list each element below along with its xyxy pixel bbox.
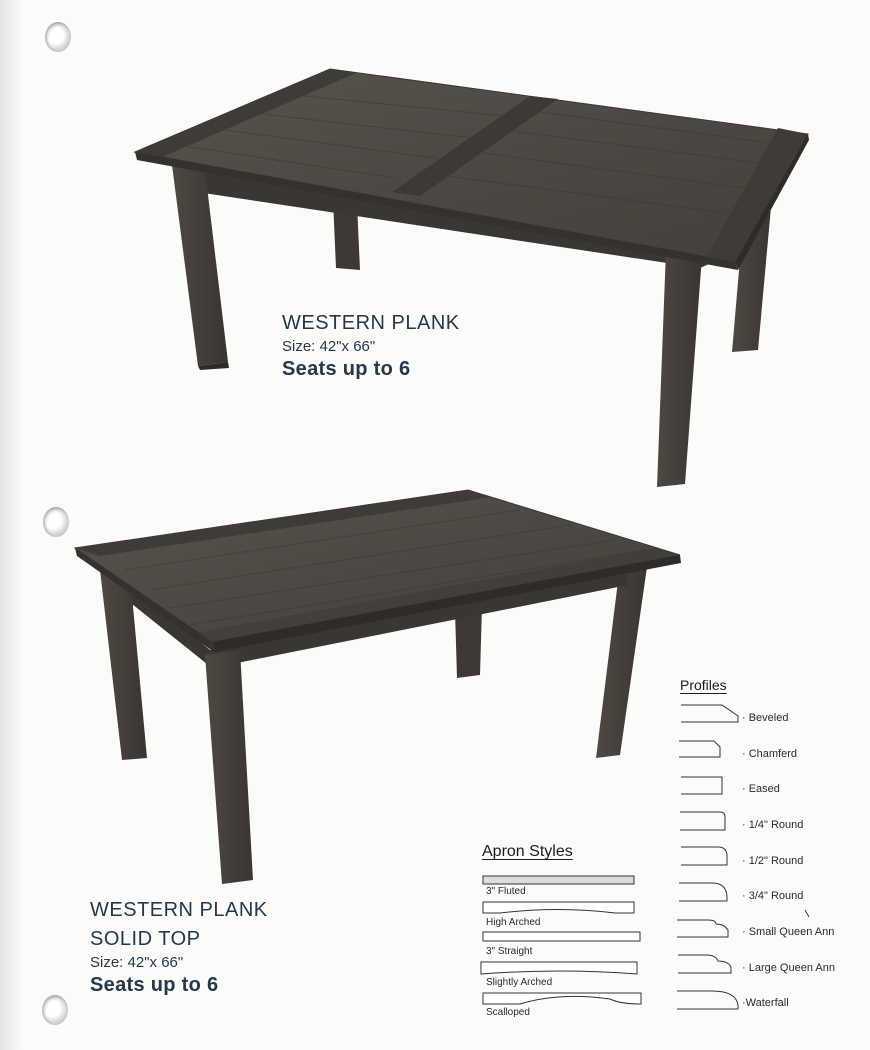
profile-half-round-shape (681, 847, 727, 865)
product-name-line2: SOLID TOP (90, 928, 201, 950)
profiles-title: Profiles (680, 677, 727, 693)
pencil-mark (805, 910, 809, 917)
profile-label-three-quarter-round: · 3/4" Round (742, 890, 804, 902)
apron-straight-shape (483, 932, 640, 941)
profile-label-chamferd: · Chamferd (742, 748, 798, 760)
profile-beveled-shape (681, 705, 738, 722)
profile-chamferd-shape (679, 741, 720, 757)
apron-fluted-shape (483, 876, 634, 884)
profile-label-beveled: · Beveled (742, 712, 789, 724)
product-name: WESTERN PLANK (282, 312, 460, 334)
apron-label-high-arched: High Arched (486, 917, 541, 928)
product-size: Size: 42"x 66" (90, 954, 184, 971)
profile-label-large-queen-ann: · Large Queen Ann (742, 962, 835, 974)
apron-label-scalloped: Scalloped (486, 1007, 530, 1018)
apron-label-fluted: 3" Fluted (486, 886, 526, 897)
profile-quarter-round-shape (680, 812, 725, 830)
apron-styles-title: Apron Styles (482, 843, 573, 860)
apron-scalloped-shape (483, 993, 641, 1004)
profile-three-quarter-round-shape (679, 883, 727, 901)
western-plank-solid-top-caption (90, 899, 268, 997)
profile-small-queen-ann-shape (677, 920, 728, 937)
product-size: Size: 42"x 66" (282, 338, 376, 355)
western-plank-solid-top-table-illustration (75, 490, 681, 884)
product-seats: Seats up to 6 (282, 358, 411, 381)
profile-label-eased: · Eased (742, 783, 780, 795)
product-name-line1: WESTERN PLANK (90, 899, 268, 921)
western-plank-caption (282, 312, 460, 381)
profile-waterfall-shape (677, 991, 738, 1009)
profile-label-small-queen-ann: · Small Queen Ann (742, 926, 835, 938)
profile-large-queen-ann-shape (678, 955, 731, 973)
profile-eased-shape (681, 777, 722, 794)
profile-label-waterfall: ·Waterfall (742, 997, 789, 1009)
apron-slightly-arched-shape (481, 962, 637, 974)
apron-high-arched-shape (483, 902, 634, 913)
product-seats: Seats up to 6 (90, 974, 219, 997)
profile-label-half-round: · 1/2" Round (742, 855, 804, 867)
apron-label-straight: 3" Straight (486, 946, 533, 957)
profile-label-quarter-round: · 1/4" Round (742, 819, 804, 831)
apron-label-slightly-arched: Slightly Arched (486, 977, 553, 988)
western-plank-table-illustration (135, 69, 809, 487)
